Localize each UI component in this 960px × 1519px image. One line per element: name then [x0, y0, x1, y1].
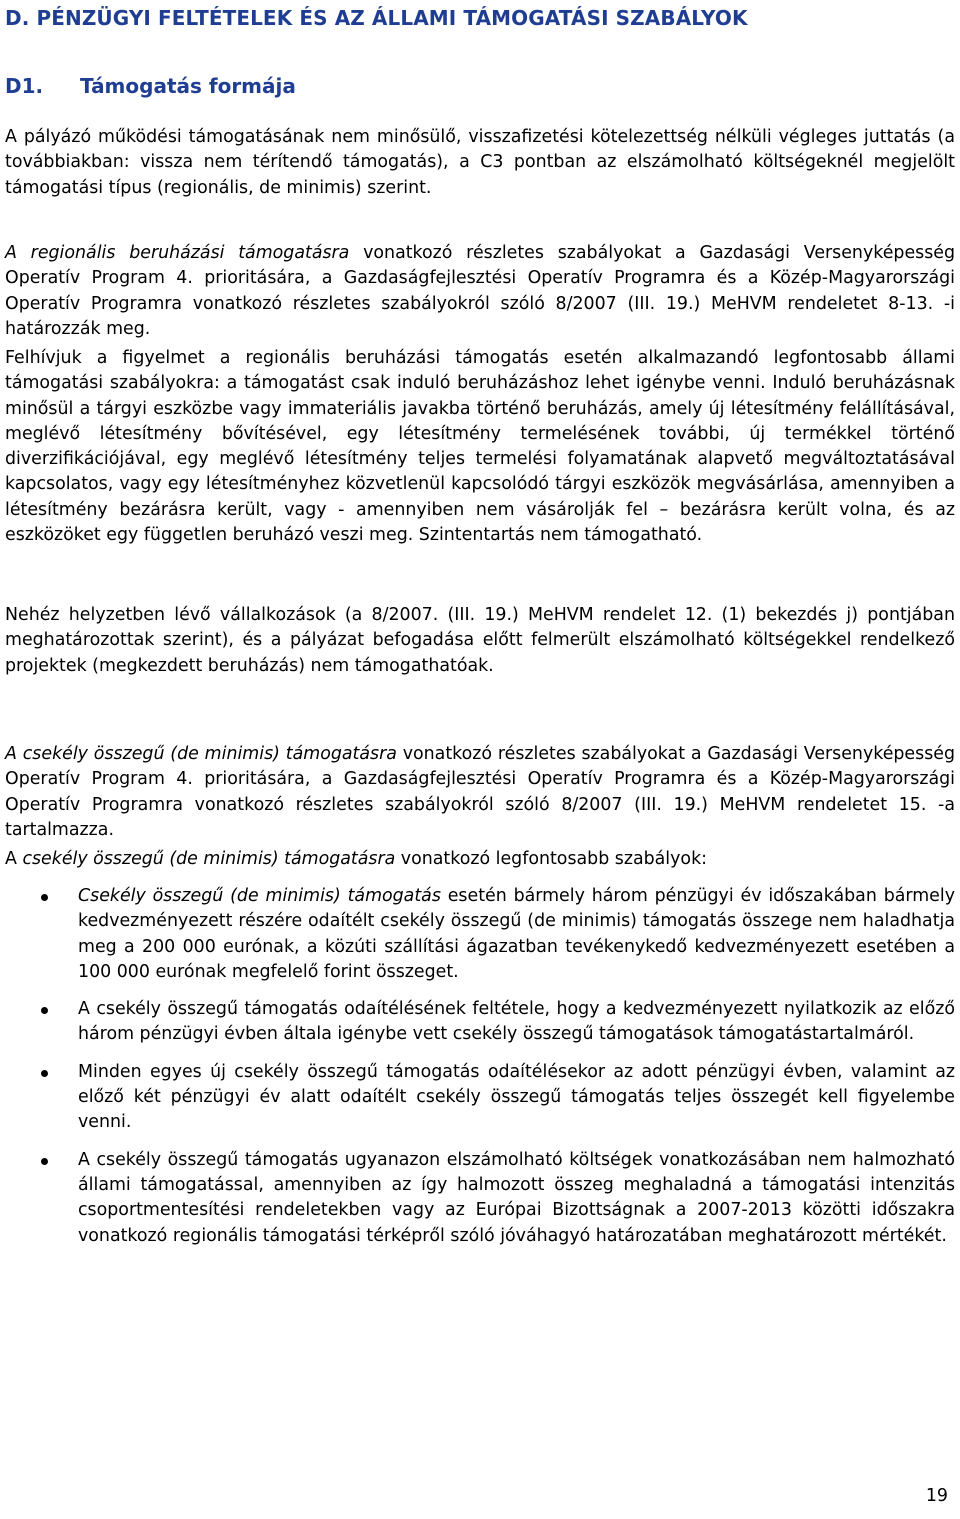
- list-item: [5, 1148, 955, 1249]
- paragraph-regional-notice: Felhívjuk a figyelmet a regionális beruházási támogatás esetén alkalmazandó legfontosabb állami támogatási szabályokra: a támogatást csak induló beruházáshoz lehet igénybe venni. Induló beruházásnak minősül a tárgyi eszközbe vagy immateriális javakba történő beruházás, amely új létesítmény felállításával, meglévő létesítmény bővítésével, egy létesítmény termelésének további, új termékkel történő diverzifikációjával, egy meglévő létesítmény teljes termelési folyamatának alapvető megváltoztatásával kapcsolatos, vagy egy létesítményhez közvetlenül kapcsolódó tárgyi eszközök megvásárlása, amennyiben a létesítmény bezárásra került, vagy - amennyiben nem vásárolják fel – bezárásra került volna, és az eszközöket egy független beruházó veszi meg. Szintentartás nem támogatható.: [5, 348, 955, 546]
- paragraph-text: vonatkozó részletes szabályokat a Gazdasági Versenyképesség Operatív Program 4. prioritására, a Gazdaságfejlesztési Operatív Programra és a Közép-Magyarországi Operatív Programra vonatkozó részletes szabályokról szóló 8/2007 (III. 19.) MeHVM rendeletet 8-13. -i határozzák meg.: [5, 243, 955, 339]
- bullet-icon: [41, 1158, 48, 1165]
- bullet-icon: [41, 1007, 48, 1014]
- list-item: [5, 884, 955, 985]
- chapter-heading: D. PÉNZÜGYI FELTÉTELEK ÉS AZ ÁLLAMI TÁMOGATÁSI SZABÁLYOK: [5, 6, 748, 30]
- bullet-icon: [41, 1070, 48, 1077]
- list-item-text: esetén bármely három pénzügyi év időszakában bármely kedvezményezett részére odaítélt csekély összegű (de minimis) támogatás összege nem haladhatja meg a 200 000 eurónak, a közúti szállítási ágazatban tevékenykedő kedvezményezett esetében a 100 000 eurónak megfelelő forint összeget.: [78, 886, 955, 982]
- section-title: Támogatás formája: [80, 74, 296, 98]
- de-minimis-rule-list: [5, 884, 955, 1249]
- paragraph-support-form: A pályázó működési támogatásának nem minősülő, visszafizetési kötelezettség nélküli végleges juttatás (a továbbiakban: vissza nem térítendő támogatás), a C3 pontban az elszámolható költségeknél megjelölt támogatási típus (regionális, de minimis) szerint.: [5, 127, 955, 198]
- italic-phrase: csekély összegű (de minimis) támogatásra: [22, 849, 396, 869]
- list-item-text: A csekély összegű támogatás odaítélésének feltétele, hogy a kedvezményezett nyilatkozik az előző három pénzügyi évben általa igénybe vett csekély összegű támogatások támogatástartalmáról.: [78, 999, 955, 1045]
- list-item: [5, 1060, 955, 1136]
- italic-phrase: A csekély összegű (de minimis) támogatásra: [5, 744, 397, 764]
- paragraph-regional-rules: [5, 241, 955, 342]
- section-heading: [5, 74, 296, 98]
- paragraph-text: vonatkozó részletes szabályokat a Gazdasági Versenyképesség Operatív Program 4. prioritására, a Gazdaságfejlesztési Operatív Programra és a Közép-Magyarországi Operatív Programra vonatkozó részletes szabályokról szóló 8/2007 (III. 19.) MeHVM rendeletet 15. -a tartalmazza.: [5, 744, 955, 840]
- list-item: [5, 997, 955, 1048]
- paragraph-text: vonatkozó legfontosabb szabályok:: [395, 849, 707, 869]
- paragraph-de-minimis-intro: [5, 847, 955, 872]
- page-number: 19: [925, 1486, 948, 1506]
- bullet-icon: [41, 894, 48, 901]
- section-number: D1.: [5, 74, 44, 98]
- list-item-text: Minden egyes új csekély összegű támogatás odaítélésekor az adott pénzügyi évben, valamint az előző két pénzügyi év alatt odaítélt csekély összegű támogatás teljes összegét kell figyelembe venni.: [78, 1061, 955, 1133]
- paragraph-excluded: Nehéz helyzetben lévő vállalkozások (a 8/2007. (III. 19.) MeHVM rendelet 12. (1) bekezdés j) pontjában meghatározottak szerint), és a pályázat befogadása előtt felmerült elszámolható költségekkel rendelkező projektek (megkezdett beruházás) nem támogathatóak.: [5, 605, 955, 676]
- paragraph-text: A: [5, 849, 23, 869]
- italic-phrase: Csekély összegű (de minimis) támogatás: [78, 886, 441, 906]
- list-item-text: A csekély összegű támogatás ugyanazon elszámolható költségek vonatkozásában nem halmozható állami támogatással, amennyiben az így halmozott összeg meghaladná a támogatási intenzitás csoportmentesítési rendeletekben vagy az Európai Bizottságnak a 2007-2013 közötti időszakra vonatkozó regionális támogatási térképről szóló jóváhagyó határozatában meghatározott mértékét.: [78, 1149, 955, 1246]
- italic-phrase: A regionális beruházási támogatásra: [5, 243, 350, 263]
- paragraph-de-minimis-rules: [5, 742, 955, 843]
